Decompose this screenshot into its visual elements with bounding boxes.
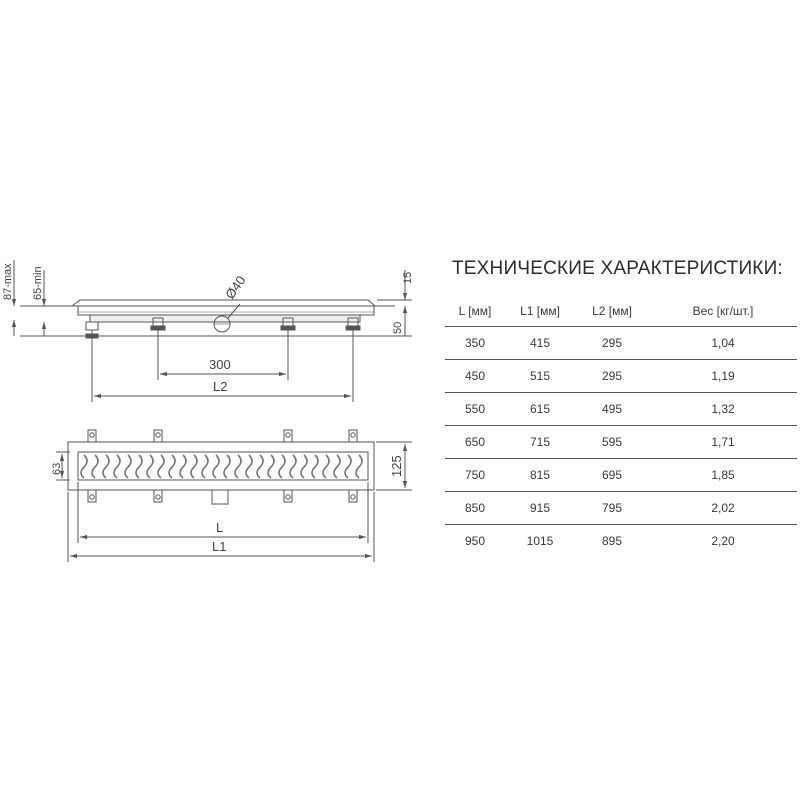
column-header-weight: Вес [кг/шт.] xyxy=(649,296,797,327)
table-header-row xyxy=(445,296,797,327)
table-cell: 295 xyxy=(575,360,649,393)
table-cell: 295 xyxy=(575,327,649,360)
table-cell: 715 xyxy=(505,426,575,459)
table-cell: 650 xyxy=(445,426,505,459)
table-cell: 795 xyxy=(575,492,649,525)
mounting-bracket xyxy=(88,430,96,442)
grate-slot xyxy=(356,455,362,478)
table-cell: 495 xyxy=(575,393,649,426)
grate-slot xyxy=(213,455,219,478)
table-cell: 695 xyxy=(575,459,649,492)
grate-pattern xyxy=(81,455,362,478)
mounting-bracket xyxy=(349,490,357,502)
mounting-bracket xyxy=(154,430,162,442)
table-cell: 750 xyxy=(445,459,505,492)
table-cell: 415 xyxy=(505,327,575,360)
table-cell: 1,85 xyxy=(649,459,797,492)
grate-slot xyxy=(290,455,296,478)
grate-slot xyxy=(257,455,263,478)
grate-slot xyxy=(125,455,131,478)
column-header-l2: L2 [мм] xyxy=(575,296,649,327)
table-cell: 450 xyxy=(445,360,505,393)
table-cell: 850 xyxy=(445,492,505,525)
table-cell: 2,02 xyxy=(649,492,797,525)
grate-slot xyxy=(180,455,186,478)
table-cell: 915 xyxy=(505,492,575,525)
table-cell: 2,20 xyxy=(711,534,735,548)
grate-slot xyxy=(103,455,109,478)
table-cell: 515 xyxy=(505,360,575,393)
grate-slot xyxy=(334,455,340,478)
grate-slot xyxy=(202,455,208,478)
table-row xyxy=(445,327,797,360)
table-cell: 615 xyxy=(505,393,575,426)
dim-center-label: 300 xyxy=(209,357,231,372)
table-cell: 895 xyxy=(601,534,623,548)
mounting-bracket xyxy=(154,490,162,502)
mounting-bracket xyxy=(284,490,292,502)
mounting-bracket xyxy=(88,490,96,502)
table-cell: 350 xyxy=(445,327,505,360)
grate-slot xyxy=(191,455,197,478)
mounting-bracket xyxy=(284,430,292,442)
grate-slot xyxy=(246,455,252,478)
dim-diameter-label: Ø40 xyxy=(222,272,249,302)
specs-title: ТЕХНИЧЕСКИЕ ХАРАКТЕРИСТИКИ: xyxy=(452,258,783,279)
grate-slot xyxy=(235,455,241,478)
table-cell: 1015 xyxy=(526,534,554,548)
column-header-l1: L1 [мм] xyxy=(505,296,575,327)
top-view xyxy=(56,430,412,562)
table-row xyxy=(445,393,797,426)
grate-slot xyxy=(147,455,153,478)
dim-125-label: 125 xyxy=(389,455,404,477)
grate-slot xyxy=(312,455,318,478)
grate-slot xyxy=(301,455,307,478)
table-row xyxy=(445,360,797,393)
table-cell: 1,32 xyxy=(649,393,797,426)
dim-l1-label: L1 xyxy=(212,539,227,554)
dim-63-label: 63 xyxy=(51,462,63,475)
grate-slot xyxy=(323,455,329,478)
dim-50-label: 50 xyxy=(392,321,404,334)
table-cell: 815 xyxy=(505,459,575,492)
table-cell: 550 xyxy=(445,393,505,426)
grate-slot xyxy=(345,455,351,478)
mounting-bracket xyxy=(349,430,357,442)
grate-slot xyxy=(92,455,98,478)
grate-slot xyxy=(268,455,274,478)
grate-slot xyxy=(136,455,142,478)
table-row xyxy=(445,459,797,492)
dim-min-label: 65-min xyxy=(32,266,44,300)
table-cell: 1,19 xyxy=(649,360,797,393)
dim-l-label: L xyxy=(216,520,224,535)
grate-slot xyxy=(279,455,285,478)
table-cell: 595 xyxy=(575,426,649,459)
dim-15-label: 15 xyxy=(402,271,414,284)
grate-slot xyxy=(81,455,87,478)
table-cell: 1,71 xyxy=(649,426,797,459)
table-cell: 1,04 xyxy=(649,327,797,360)
dim-max-label: 87-max xyxy=(2,263,14,300)
table-row xyxy=(445,492,797,525)
table-cell: 950 xyxy=(464,534,486,548)
dim-l2-label: L2 xyxy=(213,379,228,394)
grate-slot xyxy=(158,455,164,478)
grate-slot xyxy=(169,455,175,478)
grate-slot xyxy=(224,455,230,478)
table-row xyxy=(445,525,797,558)
specs-table xyxy=(445,296,797,557)
table-row xyxy=(445,426,797,459)
column-header-l: L [мм] xyxy=(445,296,505,327)
grate-slot xyxy=(114,455,120,478)
